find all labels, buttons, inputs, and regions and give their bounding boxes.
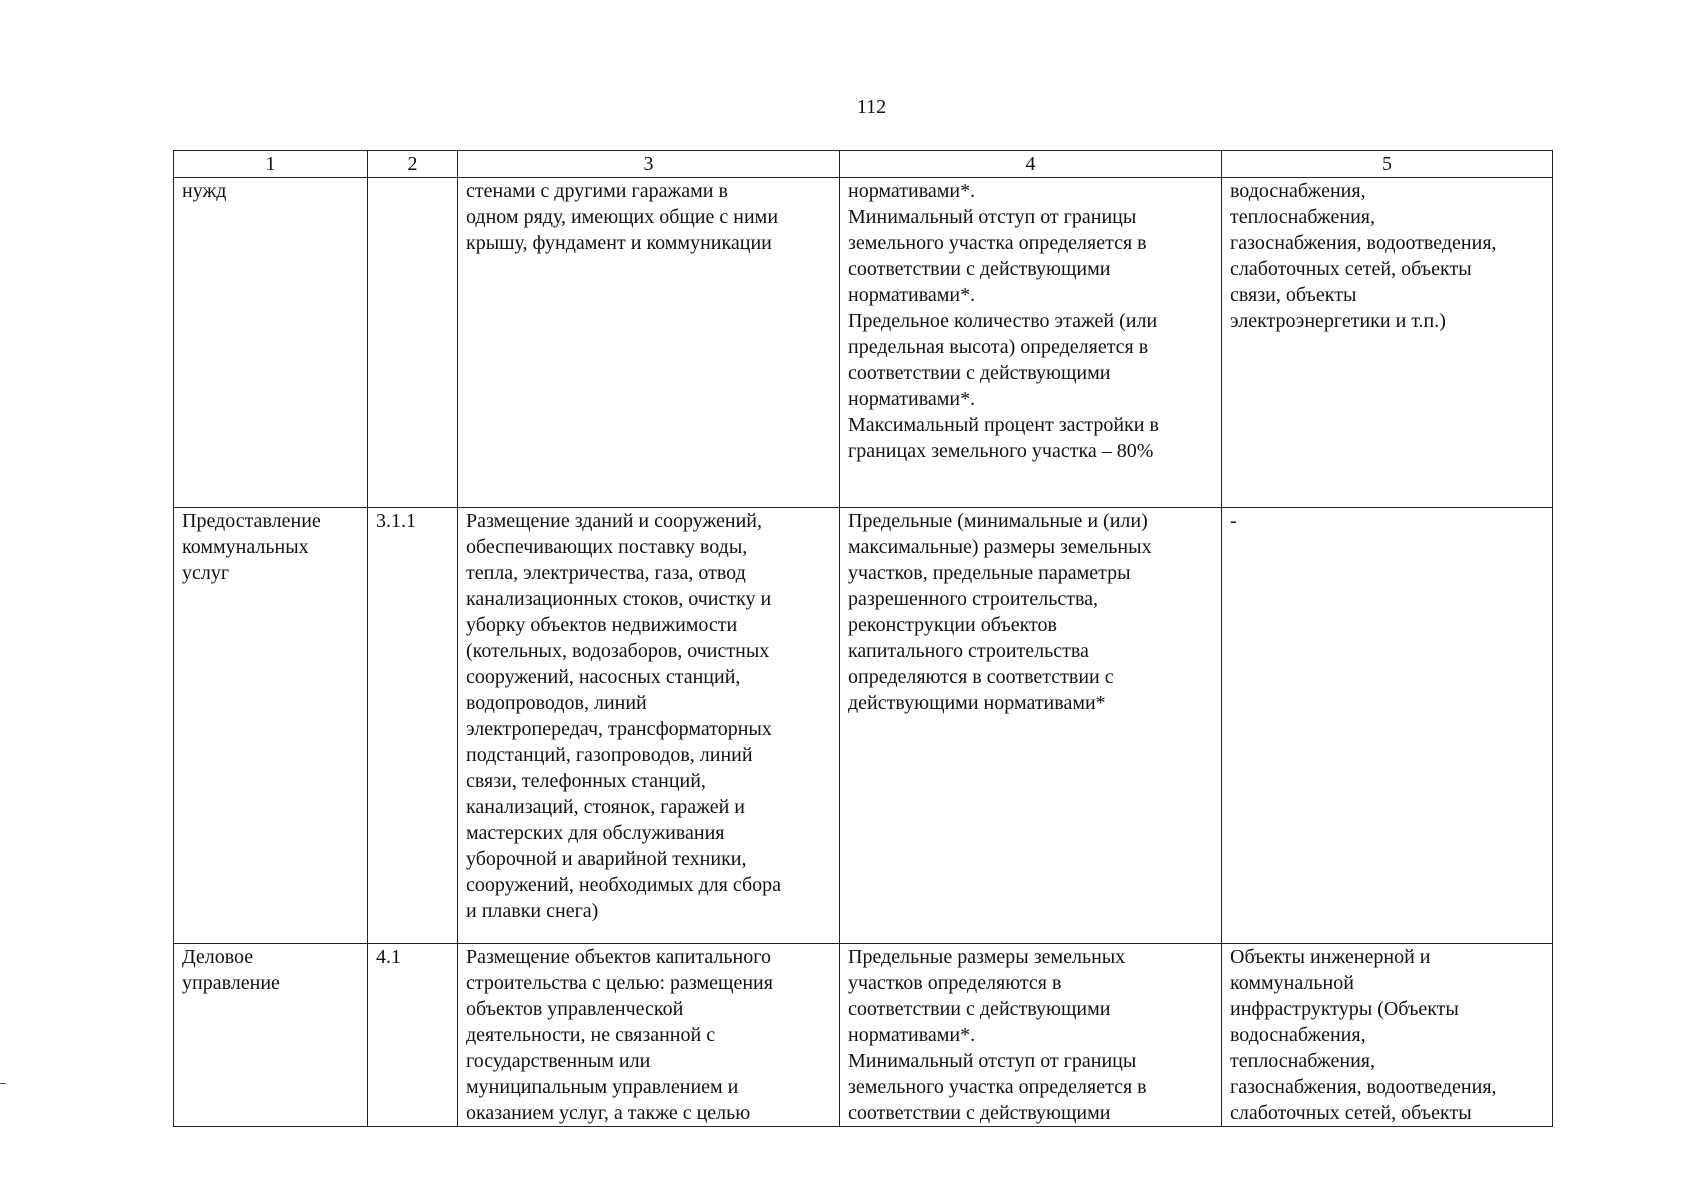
column-header-4: 4 <box>840 151 1222 178</box>
table-row <box>174 508 1553 944</box>
use-objects-cell: водоснабжения, теплоснабжения, газоснабжения, водоотведения, слаботочных сетей, объекты связи, объекты электроэнергетики и т.п.) <box>1222 178 1553 508</box>
table-row <box>174 178 1553 508</box>
use-parameters-cell: Предельные размеры земельных участков определяются в соответствии с действующими нормативами*. Минимальный отступ от границы земельного участка определяется в соответствии с действующими <box>840 944 1222 1127</box>
use-description-cell: Размещение зданий и сооружений, обеспечивающих поставку воды, тепла, электричества, газа, отвод канализационных стоков, очистку и уборку объектов недвижимости (котельных, водозаборов, очистных сооружений, насосных станций, водопроводов, линий электропередач, трансформаторных подстанций, газопроводов, линий связи, телефонных станций, канализаций, стоянок, гаражей и мастерских для обслуживания уборочной и аварийной техники, сооружений, необходимых для сбора и плавки снега) <box>458 508 840 944</box>
page-number: 112 <box>856 96 887 118</box>
use-objects-cell: Объекты инженерной и коммунальной инфраструктуры (Объекты водоснабжения, теплоснабжения, газоснабжения, водоотведения, слаботочных сетей, объекты <box>1222 944 1553 1127</box>
table-row <box>174 944 1553 1127</box>
column-header-2: 2 <box>368 151 458 178</box>
column-header-3: 3 <box>458 151 840 178</box>
use-description-cell: Размещение объектов капитального строительства с целью: размещения объектов управленческой деятельности, не связанной с государственным или муниципальным управлением и оказанием услуг, а также с целью <box>458 944 840 1127</box>
use-code-cell: 4.1 <box>368 944 458 1127</box>
column-header-1: 1 <box>174 151 368 178</box>
use-name-cell: Деловое управление <box>174 944 368 1127</box>
use-name-cell: нужд <box>174 178 368 508</box>
zoning-table <box>173 150 1553 1127</box>
margin-mark <box>0 1083 6 1084</box>
use-parameters-cell: Предельные (минимальные и (или) максимальные) размеры земельных участков, предельные параметры разрешенного строительства, реконструкции объектов капитального строительства определяются в соответствии с действующими нормативами* <box>840 508 1222 944</box>
use-parameters-cell: нормативами*. Минимальный отступ от границы земельного участка определяется в соответствии с действующими нормативами*. Предельное количество этажей (или предельная высота) определяется в соответствии с действующими нормативами*. Максимальный процент застройки в границах земельного участка – 80% <box>840 178 1222 508</box>
use-code-cell <box>368 178 458 508</box>
table-header-row <box>174 151 1553 178</box>
use-objects-cell: - <box>1222 508 1553 944</box>
use-name-cell: Предоставление коммунальных услуг <box>174 508 368 944</box>
column-header-5: 5 <box>1222 151 1553 178</box>
use-code-cell: 3.1.1 <box>368 508 458 944</box>
use-description-cell: стенами с другими гаражами в одном ряду, имеющих общие с ними крышу, фундамент и коммуникации <box>458 178 840 508</box>
